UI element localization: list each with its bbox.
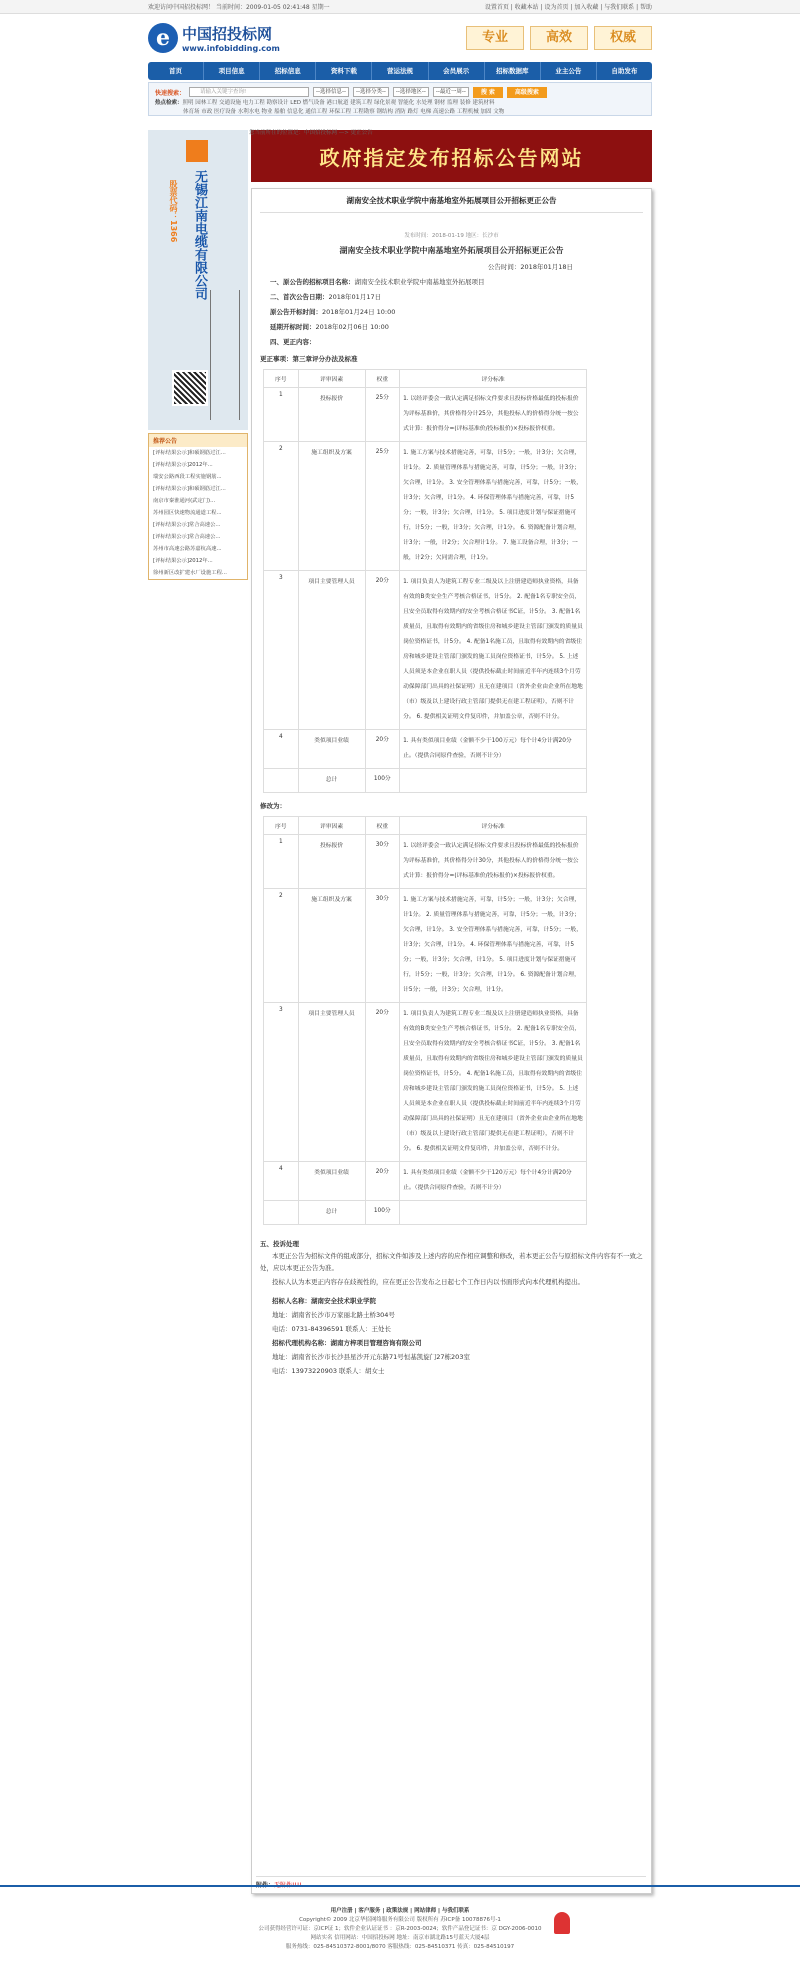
nav-regulations[interactable]: 营运法规	[372, 62, 428, 80]
col-no: 序号	[264, 817, 299, 835]
table-cell: 25分	[365, 442, 400, 571]
tenderer-phone: 电话：0731-84396591 联系人：王处长	[272, 1325, 392, 1333]
advertisement[interactable]	[148, 130, 248, 430]
top-links[interactable]: 设置首页 | 收藏本站 | 设为首页 | 加入收藏 | 与我们联系 | 帮助	[484, 4, 652, 11]
col-factor: 评审因素	[298, 370, 365, 388]
nav-self-publish[interactable]: 自助发布	[611, 67, 638, 75]
table-row	[264, 835, 587, 889]
notice-date: 公告时间：2018年01月18日	[487, 263, 573, 271]
main-nav	[148, 62, 652, 80]
left-sidebar	[148, 122, 248, 1894]
col-standard: 评分标准	[400, 370, 587, 388]
table-cell: 类似项目业绩	[298, 730, 365, 769]
search-button[interactable]: 搜 索	[473, 87, 503, 98]
col-no: 序号	[264, 370, 299, 388]
table-cell: 4	[264, 730, 299, 769]
table-row	[264, 730, 587, 769]
footer-links[interactable]: 用户注册 | 客户服务 | 政策法规 | 网站律师 | 与我们联系	[330, 1908, 470, 1914]
nav-database[interactable]: 招标数据库	[485, 62, 541, 80]
table-row	[264, 1162, 587, 1201]
right-column	[251, 122, 652, 1894]
section-correction: 四、更正内容：	[270, 338, 316, 346]
breadcrumb: 您当前所在的位置是：中国招投标网 —> 更正公告	[249, 130, 373, 136]
agency-phone: 电话：13973220903 联系人：胡女士	[272, 1367, 385, 1375]
col-weight: 权重	[365, 817, 400, 835]
qr-code-icon	[172, 370, 208, 406]
list-item[interactable]: 南京市秦淮通河(武定门)...	[153, 498, 216, 504]
police-badge-icon[interactable]	[554, 1912, 570, 1934]
nav-downloads[interactable]: 资料下载	[316, 62, 372, 80]
modified-score-table	[263, 816, 587, 1225]
table-row	[264, 1201, 587, 1225]
header	[148, 14, 652, 62]
footer-contact: 服务热线：025-84510372-8001/8070 客服热线：025-84510371 传真：025-84510197	[285, 1944, 515, 1950]
gov-banner[interactable]: 政府指定发布招标公告网站	[251, 130, 652, 182]
table-cell: 20分	[365, 730, 400, 769]
ad-company-name: 无锡江南电缆有限公司	[192, 170, 207, 300]
select-period[interactable]: --最近一周--	[433, 87, 469, 97]
complaint-p2: 投标人认为本更正内容存在歧视性的，应在更正公告发布之日起七个工作日内以书面形式向本代理机构提出。	[272, 1278, 584, 1286]
table-cell: 施工组织及方案	[298, 889, 365, 1003]
slogan-authority: 权威	[594, 26, 652, 50]
nav-members[interactable]: 会员展示	[429, 62, 485, 80]
table-cell: 30分	[365, 835, 400, 889]
table-cell: 项目主要管理人员	[298, 571, 365, 730]
table-cell	[400, 769, 587, 793]
table-cell: 投标报价	[298, 835, 365, 889]
complaint-section	[260, 1239, 643, 1288]
table-cell: 100分	[365, 769, 400, 793]
table-cell: 总计	[298, 769, 365, 793]
list-item[interactable]: [评标结果公示]2012年...	[153, 558, 213, 564]
col-standard: 评分标准	[400, 817, 587, 835]
correction-item: 更正事项：第三章评分办法及标准	[260, 355, 358, 363]
main-content	[148, 122, 652, 1894]
delayed-open-time: 延期开标时间：2018年02月06日 10:00	[270, 323, 389, 331]
search-label: 快速搜索：	[155, 89, 186, 97]
table-cell: 1. 项目负责人为建筑工程专业二级及以上注册建造师执业资格，具备有效的B类安全生产考核合格证书，计5分。 2. 配备1名专职安全员，且安全员取得有效期内的安全考核合格证书C证，计5分。 3. 配备1名质量员，且取得有效期内的省级住房和城乡建设主管部门颁发的质量员岗位资格证书，计5分。 4. 配备1名施工员，且取得有效期内的省级住房和城乡建设主管部门颁发的施工员岗位资格证书，计5分。 5. 上述人员须是本企业在职人员（提供投标截止时间前近半年内连续3个月劳动保障部门出具的社保证明）且无在建项目（省外企业由企业所在地地（市）级及以上建设行政主管部门提供无在建工程证明），否则不计分。 6. 提供相关证明文件复印件，并加盖公章，否则不计分。	[400, 571, 587, 730]
table-cell: 1. 具有类似项目业绩（金额不少于120万元）每个计4分计满20分止。（提供合同原件查验，否则不计分）	[400, 1162, 587, 1201]
table-cell: 3	[264, 571, 299, 730]
table-cell	[400, 1201, 587, 1225]
table-cell: 25分	[365, 388, 400, 442]
logo-e-icon: e	[148, 23, 178, 53]
table-cell: 投标报价	[298, 388, 365, 442]
table-cell: 1	[264, 835, 299, 889]
table-cell: 1. 以经评委会一致认定满足招标文件要求且投标价格最低的投标报价为评标基准价，其价格得分计30分，其他投标人的价格得分统一按公式计算：报价得分=(评标基准价/投标报价)×投标报价权重。	[400, 835, 587, 889]
project-name: 一、原公告的招标项目名称：湖南安全技术职业学院中南基地室外拓展项目	[270, 278, 485, 286]
search-bar	[148, 82, 652, 116]
table-cell: 1. 具有类似项目业绩（金额不少于100万元）每个计4分计满20分止。（提供合同原件查验，否则不计分）	[400, 730, 587, 769]
table-row	[264, 571, 587, 730]
article	[251, 188, 652, 1894]
table-row	[264, 889, 587, 1003]
table-cell: 20分	[365, 571, 400, 730]
nav-bidding[interactable]: 招标信息	[260, 62, 316, 80]
table-cell	[264, 1201, 299, 1225]
site-logo[interactable]	[148, 23, 280, 53]
hot-keywords[interactable]: 热点检索：照明 园林工程 交通设施 电力工程 勘察设计 LED 燃气设备 港口航道 建筑工程 绿化景观 智能化 水处理 钢材 监理 装修 建筑材料	[155, 100, 495, 106]
recommend-box	[148, 433, 248, 580]
nav-home[interactable]: 首页	[148, 62, 204, 80]
list-item[interactable]: [评标结果公示]2012年...	[153, 462, 213, 468]
contact-info	[260, 1294, 643, 1378]
table-cell: 2	[264, 442, 299, 571]
power-tower-icon	[210, 290, 240, 420]
recommend-title: 推荐公告	[149, 434, 247, 447]
table-cell: 1	[264, 388, 299, 442]
table-cell: 100分	[365, 1201, 400, 1225]
nav-owner-notices[interactable]: 业主公告	[541, 62, 597, 80]
table-cell: 20分	[365, 1003, 400, 1162]
table-cell: 项目主要管理人员	[298, 1003, 365, 1162]
original-open-time: 原公告开标时间：2018年01月24日 10:00	[270, 308, 396, 316]
table-row	[264, 1003, 587, 1162]
ad-stock-code: 股票代码：1366	[169, 180, 178, 243]
tenderer-name: 招标人名称：湖南安全技术职业学院	[272, 1297, 376, 1305]
footer-copyright: Copyright© 2009 北京华招网络服务有限公司 版权所有 苏ICP备 10078876号-1	[299, 1917, 501, 1923]
complaint-title: 五、投诉处理	[260, 1240, 299, 1248]
footer-address: 网站实名 信用网站：中国招投标网 地址：南京市湖北路15号蓝天大厦4层	[310, 1935, 490, 1941]
article-title: 湖南安全技术职业学院中南基地室外拓展项目公开招标更正公告	[260, 195, 643, 213]
footer	[0, 1885, 800, 1952]
table-cell: 总计	[298, 1201, 365, 1225]
slogan-professional: 专业	[466, 26, 524, 50]
select-category[interactable]: --选择分类--	[353, 87, 389, 97]
table-row	[264, 388, 587, 442]
table-cell: 30分	[365, 889, 400, 1003]
footer-license: 公司获得经营许可证：京ICP证 1；软件企业认证证书 ：京R-2003-0024；软件产品登记证书：京 DGY-2006-0010	[258, 1926, 542, 1932]
col-factor: 评审因素	[298, 817, 365, 835]
article-heading: 湖南安全技术职业学院中南基地室外拓展项目公开招标更正公告	[339, 246, 564, 255]
hot-keywords-2[interactable]: 体育场 市政 医疗设备 水利水电 物业 船舶 信息化 通信工程 环保工程 工程勘察 钢结构 消防 路灯 电梯 高速公路 工程机械 加固 文物	[183, 109, 505, 115]
col-weight: 权重	[365, 370, 400, 388]
table-cell: 1. 施工方案与技术措施完善，可靠，计5分；一般，计3分；欠合理，计1分。 2. 质量管理体系与措施完善，可靠，计5分；一般，计3分；欠合理，计1分。 3. 安全管理体系与措施完善，可靠，计5分；一般，计3分；欠合理，计1分。 4. 环保管理体系与措施完善，可靠，计5分；一般，计3分；欠合理，计1分。 5. 项目进度计划与保证措施可行，计5分；一般，计3分；欠合理，计1分。 6. 资源配备计划合理，计5分；一般，计3分；欠合理，计1分。	[400, 889, 587, 1003]
article-meta: 发布时间：2018-01-19 地区：长沙市	[404, 233, 499, 239]
first-notice-date: 二、首次公告日期：2018年01月17日	[270, 293, 382, 301]
logo-url: www.infobidding.com	[182, 44, 280, 53]
list-item[interactable]: 瑞安公路西段工程实施钢筋...	[153, 474, 222, 480]
table-cell: 1. 施工方案与技术措施完善，可靠，计5分；一般，计3分；欠合理，计1分。 2. 质量管理体系与措施完善，可靠，计5分；一般，计3分；欠合理，计1分。 3. 安全管理体系与措施完善，可靠，计5分；一般，计3分；欠合理，计1分。 4. 环保管理体系与措施完善，可靠，计5分；一般，计3分；欠合理，计1分。 5. 项目进度计划与保证措施可行，计5分；一般，计3分；欠合理，计1分。 6. 资源配备计划合理，计3分；一般，计2分；欠合理计1分。 7. 施工设备合理，计3分；一般，计2分；欠同需合理，计1分。	[400, 442, 587, 571]
list-item[interactable]: [评标结果公示]和硕钢筋过江...	[153, 450, 226, 456]
logo-title: 中国招投标网	[182, 25, 273, 43]
table-cell	[264, 769, 299, 793]
list-item[interactable]: 徐州新区改扩建水厂设施工程...	[153, 570, 227, 576]
agency-name: 招标代理机构名称：湖南方梓项目管理咨询有限公司	[272, 1339, 422, 1347]
table-cell: 2	[264, 889, 299, 1003]
list-item[interactable]: [评标结果公示]常合高速公...	[153, 522, 221, 528]
top-bar	[0, 0, 800, 14]
select-info[interactable]: --选择信息--	[313, 87, 349, 97]
table-row	[264, 769, 587, 793]
tenderer-address: 地址：湖南省长沙市万家丽北路土桥304号	[272, 1311, 395, 1319]
company-logo-icon	[186, 140, 208, 162]
agency-address: 地址：湖南省长沙市长沙县星沙开元东路71号恒基凯旋门27栋203室	[272, 1353, 470, 1361]
table-cell: 施工组织及方案	[298, 442, 365, 571]
complaint-p1: 本更正公告为招标文件的组成部分，招标文件如涉及上述内容的应作相应调整和修改，若本更正公告与原招标文件内容有不一致之处，应以本更正公告为准。	[260, 1252, 643, 1272]
slogan-efficient: 高效	[530, 26, 588, 50]
nav-projects[interactable]: 项目信息	[204, 62, 260, 80]
attachment: 附件：无附件!!!!	[256, 1876, 646, 1889]
select-region[interactable]: --选择地区--	[393, 87, 429, 97]
table-row	[264, 442, 587, 571]
table-cell: 类似项目业绩	[298, 1162, 365, 1201]
list-item[interactable]: 苏州市高速公路苏嘉杭高速...	[153, 546, 222, 552]
list-item[interactable]: [评标结果公示]常合高速公...	[153, 534, 221, 540]
table-cell: 20分	[365, 1162, 400, 1201]
table-cell: 3	[264, 1003, 299, 1162]
table-cell: 1. 项目负责人为建筑工程专业二级及以上注册建造师执业资格，具备有效的B类安全生产考核合格证书，计5分。 2. 配备1名专职安全员，且安全员取得有效期内的安全考核合格证书C证，计5分。 3. 配备1名质量员，且取得有效期内的省级住房和城乡建设主管部门颁发的质量员岗位资格证书，计5分。 4. 配备1名施工员，且取得有效期内的省级住房和城乡建设主管部门颁发的施工员岗位资格证书，计5分。 5. 上述人员须是本企业在职人员（提供投标截止时间前近半年内连续3个月劳动保障部门出具的社保证明）且无在建项目（省外企业由企业所在地地（市）级及以上建设行政主管部门提供无在建工程证明），否则不计分。 6. 提供相关证明文件复印件，并加盖公章，否则不计分。	[400, 1003, 587, 1162]
list-item[interactable]: 苏州园区快速物流通道工程...	[153, 510, 222, 516]
modified-label: 修改为：	[260, 802, 286, 810]
list-item[interactable]: [评标结果公示]和硕钢筋过江...	[153, 486, 226, 492]
slogans	[466, 26, 652, 50]
original-score-table	[263, 369, 587, 793]
table-cell: 4	[264, 1162, 299, 1201]
advanced-search-button[interactable]: 高级搜索	[507, 87, 547, 98]
welcome-text: 欢迎访问中国招投标网！ 当前时间：2009-01-05 02:41:48 星期一	[148, 4, 330, 11]
table-cell: 1. 以经评委会一致认定满足招标文件要求且投标价格最低的投标报价为评标基准价，其价格得分计25分，其他投标人的价格得分统一按公式计算：报价得分=(评标基准价/投标报价)×投标报价权重。	[400, 388, 587, 442]
attachment-link[interactable]: 无附件!!!!	[274, 1882, 302, 1889]
search-input[interactable]: 请输入关键字查询!	[189, 87, 309, 97]
